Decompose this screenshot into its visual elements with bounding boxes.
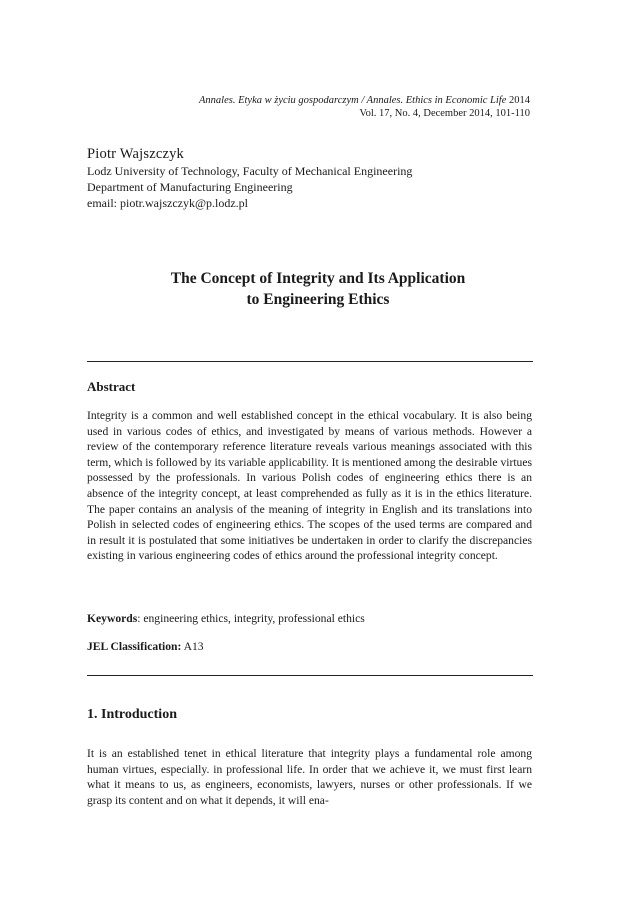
keywords-text: : engineering ethics, integrity, professional ethics <box>137 612 365 625</box>
section-heading-introduction: 1. Introduction <box>87 707 177 722</box>
introduction-text: It is an established tenet in ethical literature that integrity plays a fundamental role among human virtues, especially. in professional life. In order that we achieve it, we must first learn what it means to us, as engineers, economists, lawyers, nurses or other professionals. If we grasp its content and on what it depends, it will ena- <box>87 747 532 807</box>
title-line-2: to Engineering Ethics <box>246 291 390 308</box>
jel-label: JEL Classification: <box>87 640 182 653</box>
journal-citation-line <box>199 94 530 107</box>
jel-classification <box>87 640 204 653</box>
abstract-text: Integrity is a common and well established concept in the ethical vocabulary. It is also being used in various codes of ethics, and investigated by means of various methods. However a review of the contemporary reference literature reveals various meanings associated with this term, which is followed by its variable applicability. It is mentioned among the desirable virtues possessed by the professionals. In various Polish codes of engineering ethics there is an absence of the integrity concept, at least comprehended as fully as it is in the ethics literature. The paper contains an analysis of the meaning of integrity in English and its translations into Polish in selected codes of engineering ethics. The scopes of the used terms are compared and in result it is postulated that some initiatives be undertaken in order to clarify the discrepancies existing in various engineering codes of ethics around the professional integrity concept. <box>87 409 532 563</box>
paper-title <box>87 268 549 310</box>
affiliation-university: Lodz University of Technology, Faculty of Mechanical Engineering <box>87 164 413 178</box>
journal-header <box>199 94 530 120</box>
journal-volume: Vol. 17, No. 4, December 2014, 101-110 <box>359 108 530 119</box>
keywords <box>87 612 365 625</box>
divider-top <box>87 361 533 362</box>
author-block <box>87 145 547 211</box>
journal-name: Annales. Etyka w życiu gospodarczym / Annales. Ethics in Economic Life <box>199 95 507 106</box>
title-line-1: The Concept of Integrity and Its Application <box>170 270 466 287</box>
author-name: Piotr Wajszczyk <box>87 146 185 162</box>
author-email: email: piotr.wajszczyk@p.lodz.pl <box>87 196 249 210</box>
affiliation-department: Department of Manufacturing Engineering <box>87 180 293 194</box>
journal-year: 2014 <box>509 95 530 106</box>
divider-bottom <box>87 675 533 676</box>
jel-value: A13 <box>181 640 204 653</box>
abstract-heading: Abstract <box>87 379 136 394</box>
keywords-label: Keywords <box>87 612 138 625</box>
